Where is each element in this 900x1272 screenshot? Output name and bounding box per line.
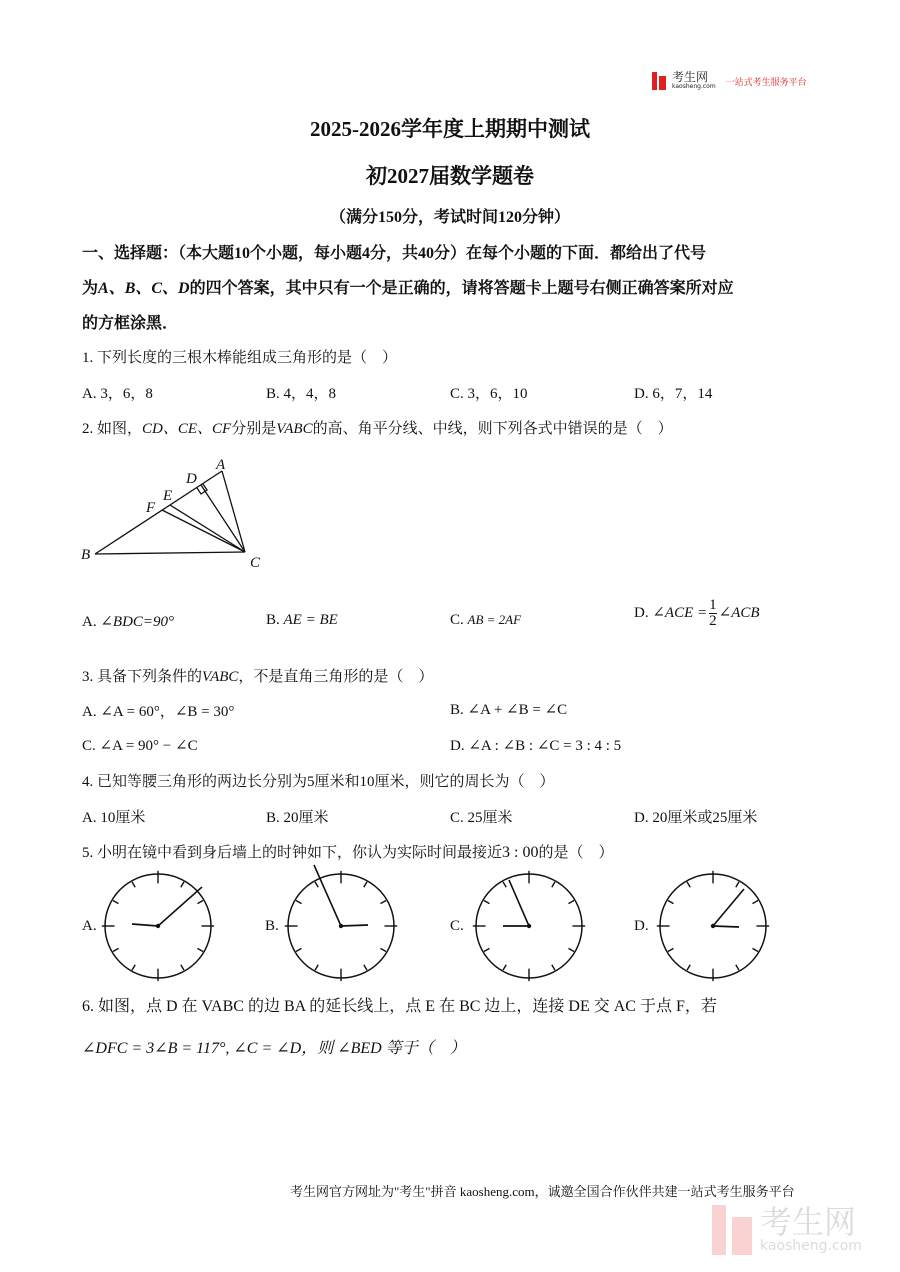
clock-tick (484, 948, 490, 951)
q5-option-a: A. (82, 918, 97, 934)
q2-option-a: A. ∠BDC=90° (82, 614, 175, 630)
section-instructions-2: 为A、B、C、D的四个答案，其中只有一个是正确的，请将答题卡上题号右侧正确答案所对应 (82, 280, 734, 297)
clock-tick (380, 901, 386, 904)
clock-tick (568, 901, 574, 904)
clock-minute-hand (509, 880, 529, 926)
clock-tick (315, 882, 318, 887)
clock-hour-hand (713, 926, 739, 927)
title-line-1: 2025-2026学年度上期期中测试 (310, 117, 590, 141)
q4-option-a: A. 10厘米 (82, 810, 146, 826)
logo-domain: kaosheng.com (672, 83, 716, 90)
q4-option-c: C. 25厘米 (450, 810, 513, 826)
watermark-mark-icon (712, 1205, 752, 1255)
clock-tick (315, 965, 318, 970)
clock-tick (736, 882, 739, 887)
clock-center (527, 924, 531, 928)
logo-slogan: 一站式考生服务平台 (725, 77, 807, 88)
logo-name: 考生网 (672, 70, 709, 84)
q3-option-c: C. ∠A = 90° − ∠C (82, 738, 198, 754)
q6-stem-line-1: 6. 如图，点 D 在 VABC 的边 BA 的延长线上，点 E 在 BC 边上，连接 DE 交 AC 于点 F，若 (82, 998, 717, 1015)
q1-option-a: A. 3，6，8 (82, 386, 153, 402)
clock-center (711, 924, 715, 928)
clock-tick (687, 965, 690, 970)
clock-tick (113, 901, 119, 904)
clock-tick (552, 965, 555, 970)
clock-tick (503, 965, 506, 970)
label-b: B (81, 547, 91, 563)
q5-option-b: B. (265, 918, 279, 934)
q5-option-c: C. (450, 918, 464, 934)
clock-tick (364, 965, 367, 970)
q1-option-d: D. 6，7，14 (634, 386, 713, 402)
q5-stem: 5. 小明在镜中看到身后墙上的时钟如下，你认为实际时间最接近3 : 00的是（ ） (82, 844, 614, 861)
clock-center (156, 924, 160, 928)
footer-text: 考生网官方网址为"考生"拼音 kaosheng.com，诚邀全国合作伙伴共建一站式考生服务平台 (290, 1184, 795, 1199)
clock-tick (132, 965, 135, 970)
q6-stem-line-2: ∠DFC = 3∠B = 117°, ∠C = ∠D，则 ∠BED 等于（ ） (82, 1040, 466, 1057)
q1-option-c: C. 3，6，10 (450, 386, 528, 402)
label-c: C (250, 555, 261, 571)
q1-option-b: B. 4，4，8 (266, 386, 337, 402)
q2-option-d: D. ∠ACE = $\frac{1}{2}$ ∠ACB (634, 597, 760, 629)
q4-option-d: D. 20厘米或25厘米 (634, 810, 758, 826)
clock-tick (296, 948, 302, 951)
q4-option-b: B. 20厘米 (266, 810, 329, 826)
clock-tick (503, 882, 506, 887)
label-e: E (163, 488, 173, 504)
q3-stem: 3. 具备下列条件的VABC，不是直角三角形的是（ ） (82, 669, 434, 685)
clock-tick (568, 948, 574, 951)
q2-option-b: B. AE = BE (266, 612, 338, 628)
q2-stem: 2. 如图，CD、CE、CF分别是VABC的高、角平分线、中线，则下列各式中错误的是（ ） (82, 421, 673, 437)
clock-tick (668, 948, 674, 951)
clock-tick (552, 882, 555, 887)
clock-hour-hand (341, 925, 368, 926)
label-a: A (216, 457, 226, 473)
label-f: F (146, 500, 156, 516)
q1-stem: 1. 下列长度的三根木棒能组成三角形的是（ ） (82, 350, 398, 366)
q4-stem: 4. 已知等腰三角形的两边长分别为5厘米和10厘米，则它的周长为（ ） (82, 774, 555, 790)
clock-tick (752, 948, 758, 951)
clock-minute-hand (713, 889, 744, 926)
clock-tick (296, 901, 302, 904)
clock-tick (752, 901, 758, 904)
clock-tick (181, 882, 184, 887)
clock-tick (484, 901, 490, 904)
clock-tick (113, 948, 119, 951)
title-line-2: 初2027届数学题卷 (366, 164, 534, 188)
clock-tick (197, 948, 203, 951)
q2-option-c: C. AB = 2AF (450, 612, 522, 628)
q5-option-d: D. (634, 918, 649, 934)
clock-tick (364, 882, 367, 887)
clock-tick (668, 901, 674, 904)
clock-tick (736, 965, 739, 970)
q3-option-b: B. ∠A + ∠B = ∠C (450, 702, 568, 718)
section-instructions-1: 一、选择题：（本大题10个小题，每小题4分，共40分）在每个小题的下面．都给出了代号 (82, 245, 707, 262)
subtitle: （满分150分，考试时间120分钟） (329, 209, 570, 226)
section-instructions-3: 的方框涂黑． (82, 315, 179, 332)
label-d: D (186, 471, 197, 487)
clock-center (339, 924, 343, 928)
q3-option-a: A. ∠A = 60°，∠B = 30° (82, 704, 235, 720)
clock-tick (380, 948, 386, 951)
kaosheng-watermark: 考生网 kaosheng.com (712, 1205, 862, 1255)
clock-tick (687, 882, 690, 887)
q3-option-d: D. ∠A : ∠B : ∠C = 3 : 4 : 5 (450, 738, 622, 754)
clock-hour-hand (132, 924, 158, 926)
clock-tick (132, 882, 135, 887)
clock-minute-hand (158, 887, 202, 926)
clock-tick (197, 901, 203, 904)
clock-tick (181, 965, 184, 970)
